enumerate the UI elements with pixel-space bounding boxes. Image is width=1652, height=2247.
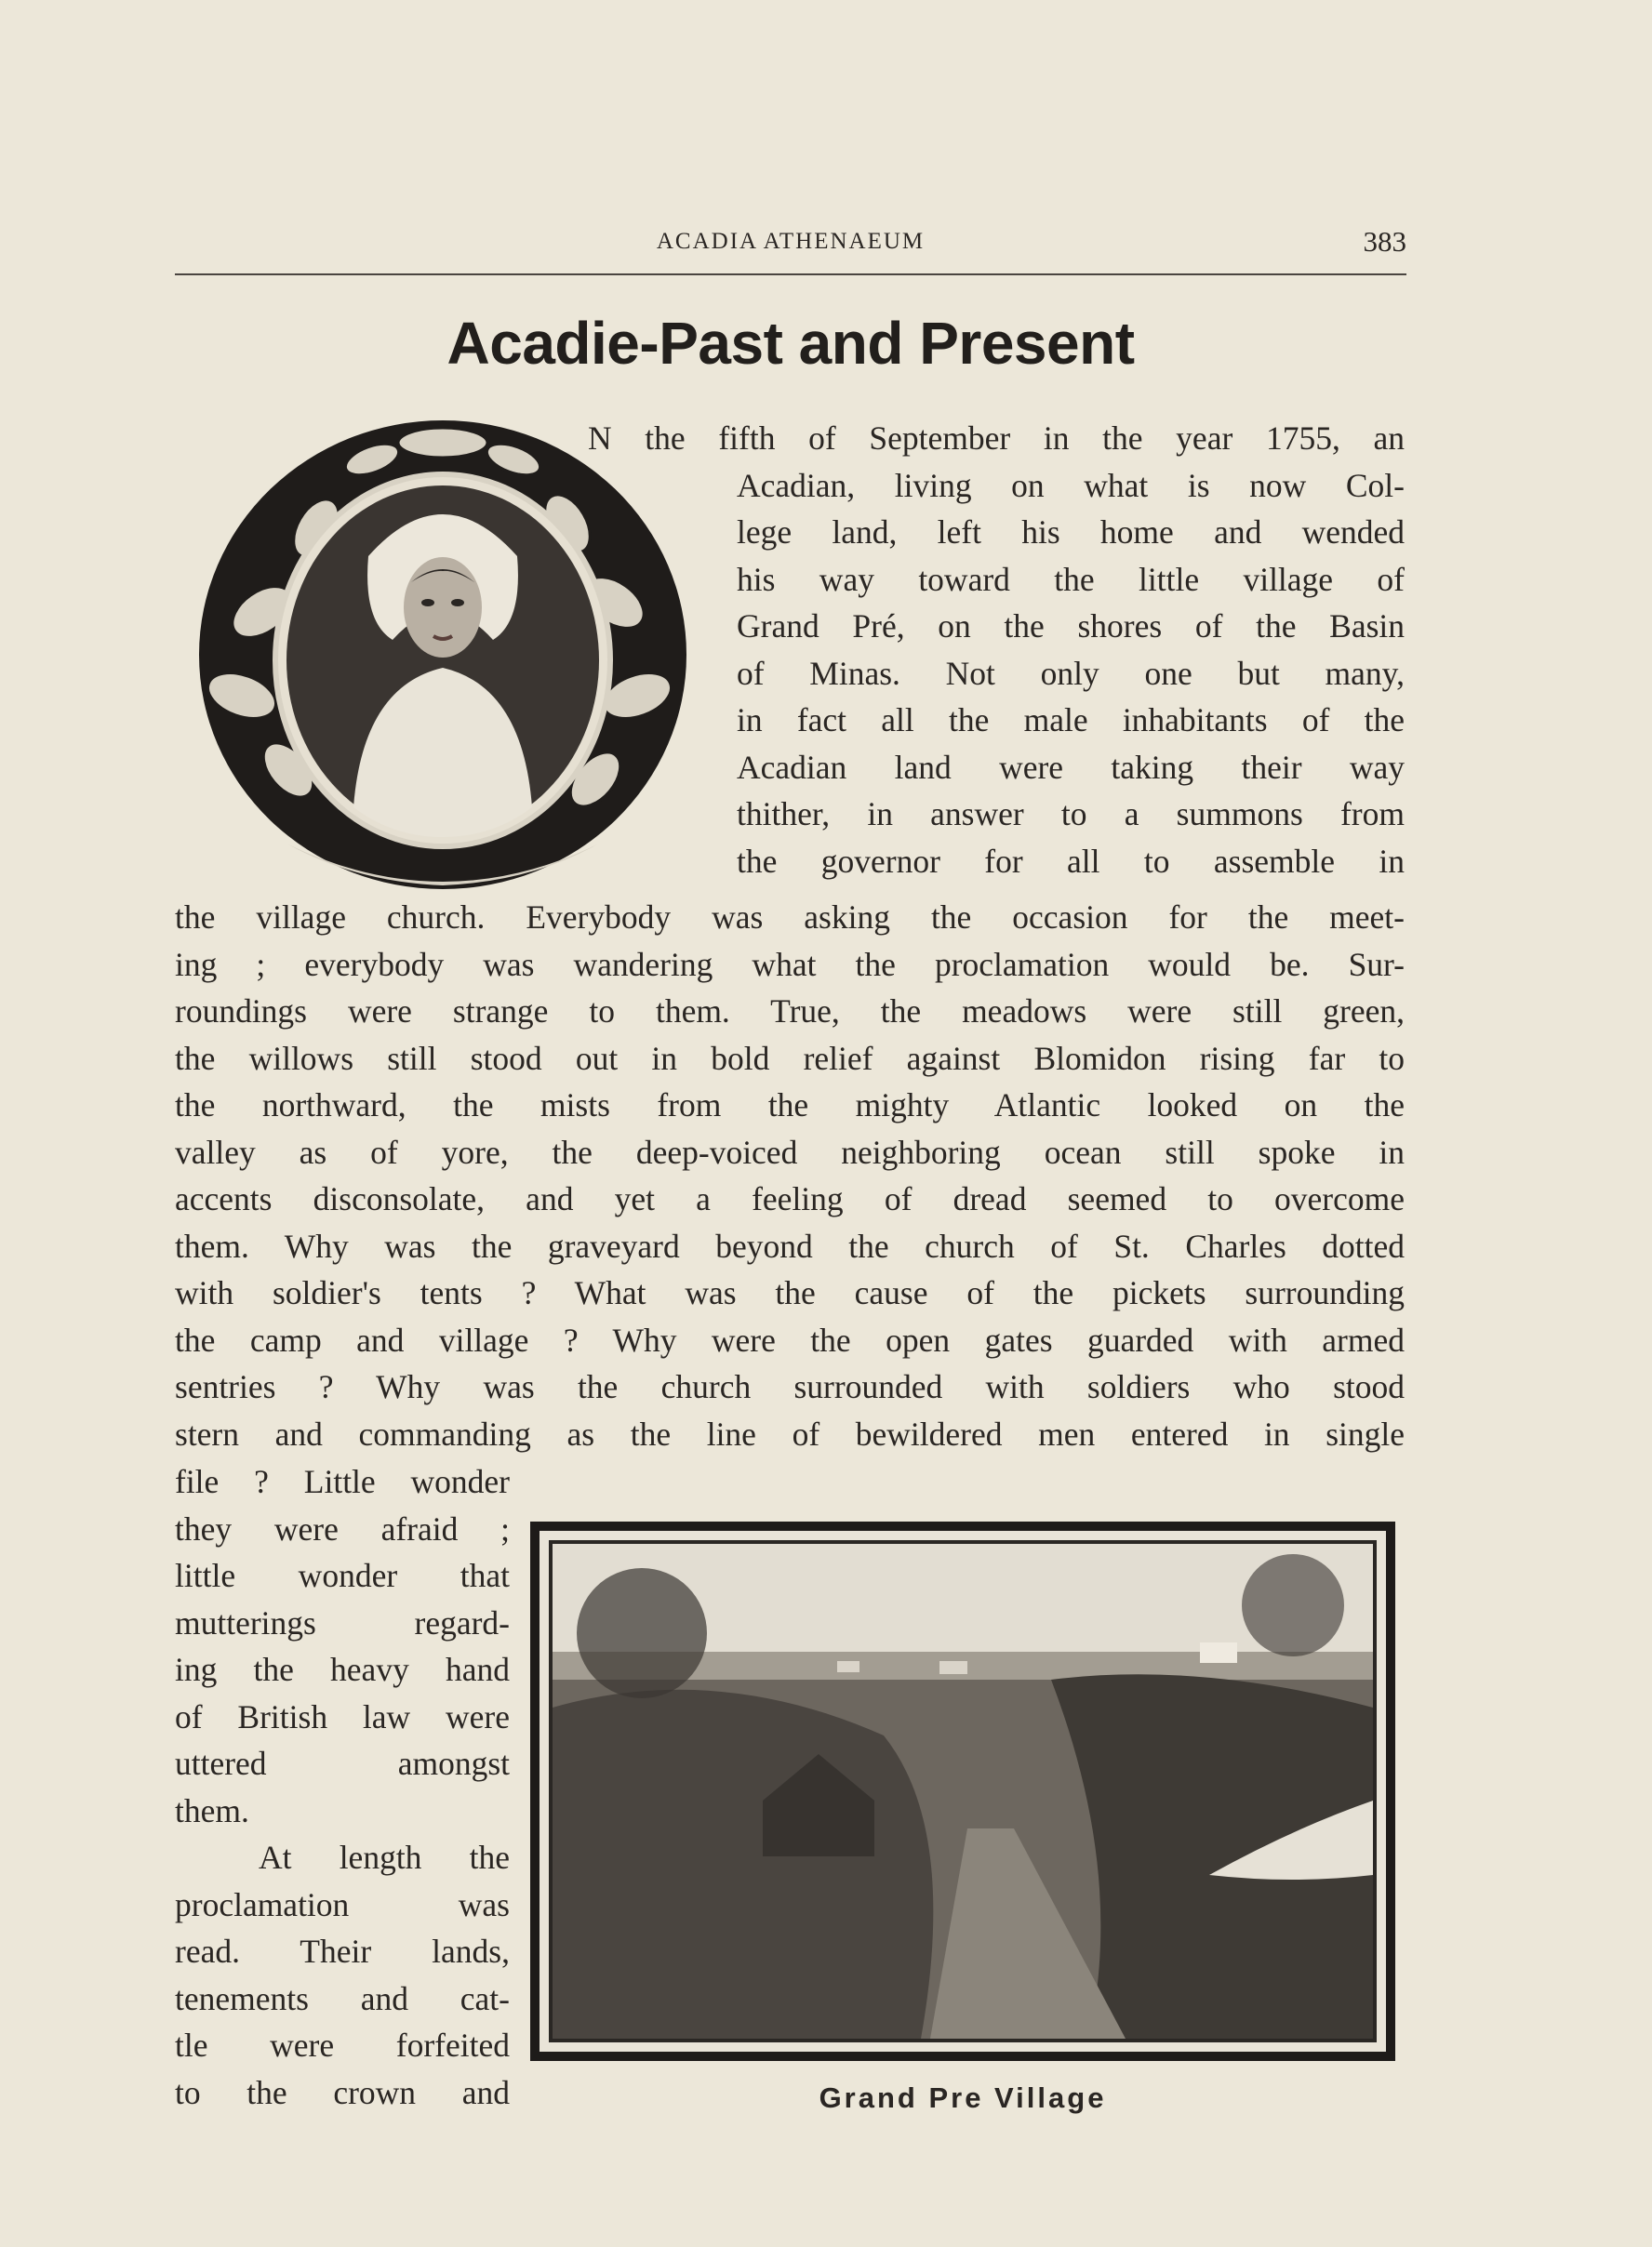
text-line: to the crown and (175, 2073, 510, 2111)
text-line: valley as of yore, the deep-voiced neighboring ocean still spoke in (175, 1133, 1405, 1171)
text-line: thither, in answer to a summons from (737, 795, 1405, 832)
text-line: ing ; everybody was wandering what the proclamation would be. Sur- (175, 945, 1405, 983)
text-line: sentries ? Why was the church surrounded with soldiers who stood (175, 1368, 1405, 1405)
page-header (175, 221, 1406, 275)
text-line: tenements and cat- (175, 1979, 510, 2017)
text-line: accents disconsolate, and yet a feeling of dread seemed to overcome (175, 1180, 1405, 1217)
text-line: they were afraid ; (175, 1509, 510, 1548)
text-line: with soldier's tents ? What was the cause of the pickets surrounding (175, 1274, 1405, 1311)
text-line: the village church. Everybody was asking the occasion for the meet- (175, 898, 1405, 936)
text-line: in fact all the male inhabitants of the (737, 701, 1405, 738)
village-photograph (530, 1522, 1395, 2061)
text-line: Grand Pré, on the shores of the Basin (737, 607, 1405, 645)
text-line: the governor for all to assemble in (737, 842, 1405, 880)
text-line: mutterings regard- (175, 1603, 510, 1642)
text-line: Acadian, living on what is now Col- (737, 466, 1405, 504)
text-line: the northward, the mists from the mighty Atlantic looked on the (175, 1086, 1405, 1124)
text-line: the camp and village ? Why were the open gates guarded with armed (175, 1321, 1405, 1359)
oval-portrait-illustration (177, 417, 709, 893)
text-line: ing the heavy hand (175, 1651, 510, 1688)
photo-caption: Grand Pre Village (819, 2081, 1107, 2114)
running-head: ACADIA ATHENAEUM (656, 229, 926, 254)
text-line: stern and commanding as the line of bewildered men entered in single (175, 1415, 1405, 1453)
full-width-text (175, 894, 1405, 1457)
text-line: read. Their lands, (175, 1933, 510, 1970)
text-line: of British law were (175, 1697, 510, 1735)
text-line: his way toward the little village of (737, 560, 1405, 598)
text-line: of Minas. Not only one but many, (737, 654, 1405, 692)
text-line: uttered amongst (175, 1745, 510, 1782)
text-line: them. Why was the graveyard beyond the church of St. Charles dotted (175, 1227, 1405, 1265)
text-line: At length the (259, 1839, 510, 1876)
text-line: file ? Little wonder (175, 1463, 510, 1500)
article-title: Acadie-Past and Present (446, 310, 1135, 377)
right-column-text (588, 415, 1405, 884)
left-column-text (175, 1458, 510, 2116)
text-line: little wonder that (175, 1557, 510, 1594)
text-line: roundings were strange to them. True, the meadows were still green, (175, 992, 1405, 1030)
text-line: the willows still stood out in bold relief against Blomidon rising far to (175, 1039, 1405, 1077)
text-line: them. (175, 1791, 249, 1829)
text-line: tle were forfeited (175, 2027, 510, 2064)
text-line: proclamation was (175, 1885, 510, 1923)
page-number: 383 (1363, 225, 1406, 258)
text-line: Acadian land were taking their way (737, 748, 1405, 786)
text-line: N the fifth of September in the year 1755, an (588, 419, 1405, 457)
text-line: lege land, left his home and wended (737, 513, 1405, 551)
